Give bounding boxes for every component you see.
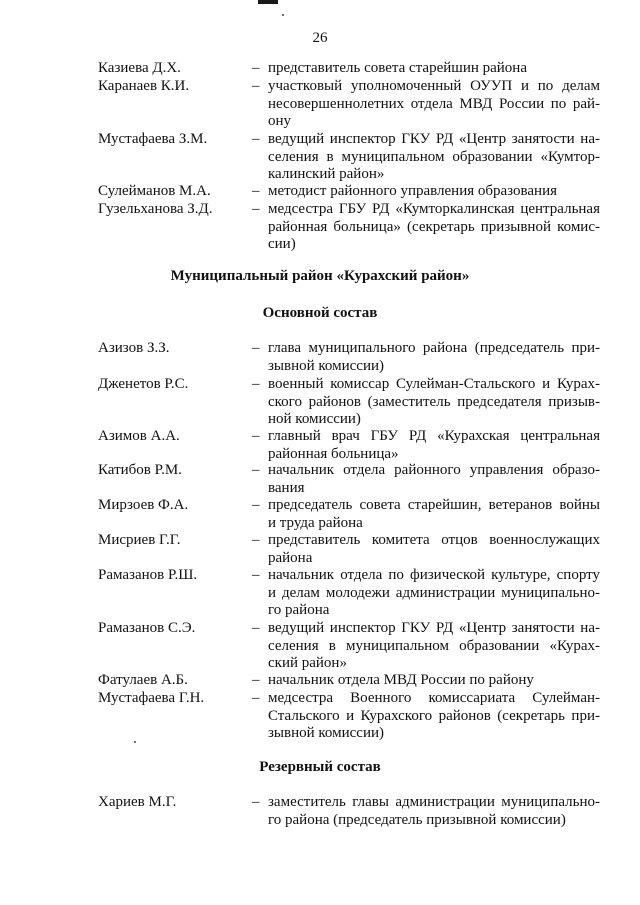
member-name: Сулейманов М.А. <box>98 183 211 199</box>
member-name: Рамазанов Р.Ш. <box>98 567 198 583</box>
member-role <box>268 183 600 201</box>
dash-separator: – <box>252 690 260 706</box>
role-line: ведущий инспектор ГКУ РД «Центр занятости на- <box>268 620 600 636</box>
member-role <box>268 376 600 429</box>
member-role <box>268 794 600 829</box>
member-name: Гузельханова З.Д. <box>98 201 213 217</box>
member-name: Азизов З.З. <box>98 340 170 356</box>
dash-separator: – <box>252 340 260 356</box>
role-line: и делам молодежи администрации муниципально- <box>268 584 600 601</box>
role-line: заместитель главы администрации муниципально- <box>268 794 600 810</box>
member-role <box>268 60 600 78</box>
dash-separator: – <box>252 672 260 688</box>
member-role <box>268 78 600 131</box>
role-line: района <box>268 549 313 566</box>
member-role <box>268 567 600 620</box>
role-line: участковый уполномоченный ОУУП и по делам <box>268 78 600 94</box>
role-line: зывной комиссии) <box>268 725 385 741</box>
scan-speck <box>134 741 136 743</box>
member-name: Азимов А.А. <box>98 428 180 444</box>
district-heading: Муниципальный район «Курахский район» <box>170 268 470 284</box>
dash-separator: – <box>252 497 260 513</box>
member-name: Дженетов Р.С. <box>98 376 189 392</box>
member-role <box>268 201 600 254</box>
role-line: ведущий инспектор ГКУ РД «Центр занятости на- <box>268 131 600 147</box>
role-line: Стальского и Курахского районов (секретарь при- <box>268 707 600 724</box>
role-line: сии) <box>268 236 296 252</box>
role-line: ского районов (заместитель председателя призыв- <box>268 393 600 410</box>
role-line: районная больница» (секретарь призывной комис- <box>268 218 600 235</box>
role-line: селения в муниципальном образовании «Кумтор- <box>268 148 600 165</box>
role-line: селения в муниципальном образовании «Курах- <box>268 637 600 654</box>
reserve-composition-heading: Резервный состав <box>259 759 381 775</box>
member-role <box>268 532 600 567</box>
role-line: начальник отдела МВД России по району <box>268 672 534 688</box>
role-line: представитель совета старейшин района <box>268 60 527 76</box>
dash-separator: – <box>252 201 260 217</box>
dash-separator: – <box>252 131 260 147</box>
dash-separator: – <box>252 60 260 76</box>
role-line: несовершеннолетних отдела МВД России по рай- <box>268 95 600 112</box>
member-role <box>268 131 600 184</box>
role-line: го района <box>268 602 330 618</box>
dash-separator: – <box>252 428 260 444</box>
dash-separator: – <box>252 620 260 636</box>
role-line: глава муниципального района (председатель при- <box>268 340 600 356</box>
dash-separator: – <box>252 462 260 478</box>
role-line: методист районного управления образования <box>268 183 558 199</box>
member-role <box>268 428 600 463</box>
member-role <box>268 340 600 375</box>
page-number: 26 <box>312 30 328 46</box>
member-role <box>268 462 600 497</box>
dash-separator: – <box>252 78 260 94</box>
dash-separator: – <box>252 376 260 392</box>
member-name: Рамазанов С.Э. <box>98 620 196 636</box>
role-line: ону <box>268 113 292 129</box>
role-line: районная больница» <box>268 445 399 462</box>
member-role <box>268 672 600 690</box>
role-line: калинский район» <box>268 166 385 182</box>
member-role <box>268 690 600 743</box>
role-line: медсестра ГБУ РД «Кумторкалинская центральная <box>268 201 600 217</box>
dash-separator: – <box>252 794 260 810</box>
member-role <box>268 620 600 673</box>
dash-separator: – <box>252 183 260 199</box>
member-name: Фатулаев А.Б. <box>98 672 188 688</box>
role-line: начальник отдела по физической культуре, спорту <box>268 567 600 583</box>
role-line: военный комиссар Сулейман-Стальского и Курах- <box>268 376 600 392</box>
role-line: главный врач ГБУ РД «Курахская центральная <box>268 428 600 444</box>
member-name: Хариев М.Г. <box>98 794 177 810</box>
scan-mark <box>258 0 278 4</box>
member-name: Каранаев К.И. <box>98 78 190 94</box>
role-line: вания <box>268 479 305 496</box>
member-name: Мисриев Г.Г. <box>98 532 181 548</box>
role-line: председатель совета старейшин, ветеранов войны <box>268 497 600 513</box>
dash-separator: – <box>252 567 260 583</box>
member-name: Катибов Р.М. <box>98 462 182 478</box>
member-name: Мирзоев Ф.А. <box>98 497 189 513</box>
role-line: медсестра Военного комиссариата Сулейман- <box>268 690 600 706</box>
role-line: зывной комиссии) <box>268 357 385 374</box>
role-line: ский район» <box>268 655 347 671</box>
role-line: и труда района <box>268 514 363 531</box>
scan-speck <box>282 14 284 16</box>
role-line: начальник отдела районного управления образо- <box>268 462 600 478</box>
main-composition-heading: Основной состав <box>262 305 378 321</box>
member-name: Мустафаева Г.Н. <box>98 690 205 706</box>
member-name: Мустафаева З.М. <box>98 131 208 147</box>
role-line: го района (председатель призывной комиссии) <box>268 811 566 828</box>
member-role <box>268 497 600 532</box>
dash-separator: – <box>252 532 260 548</box>
role-line: представитель комитета отцов военнослужащих <box>268 532 600 548</box>
member-name: Казиева Д.Х. <box>98 60 181 76</box>
role-line: ной комиссии) <box>268 411 361 427</box>
